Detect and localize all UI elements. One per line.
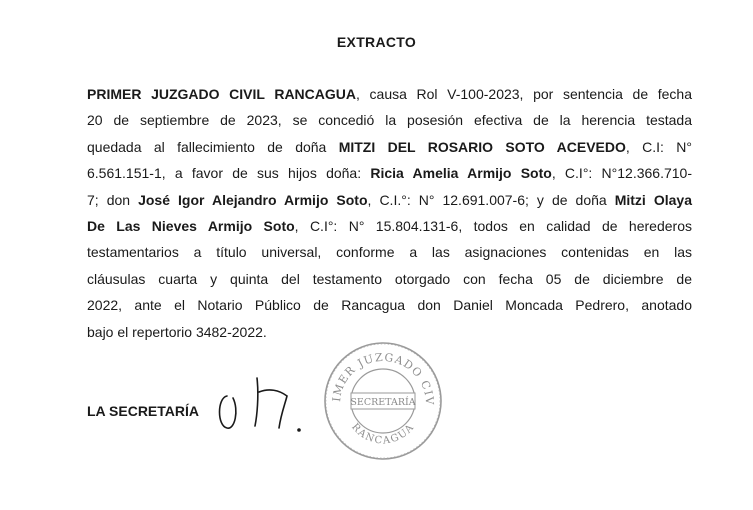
signatory-label: LA SECRETARÍA	[87, 403, 199, 419]
body-line-1: PRIMER JUZGADO CIVIL RANCAGUA, causa Rol V-100-2023, por sentencia de fecha	[87, 86, 692, 102]
seal-bottom-text: RANCAGUA	[349, 421, 417, 447]
body-line-6: De Las Nieves Armijo Soto, C.I°: N° 15.804.131-6, todos en calidad de herederos	[87, 218, 692, 235]
heir-name-3-part1: Mitzi Olaya	[614, 191, 692, 208]
body-line-7: testamentarios a título universal, conforme a las asignaciones contenidas en las	[87, 244, 692, 261]
signature-icon	[213, 368, 323, 438]
document-title: EXTRACTO	[336, 34, 417, 50]
body-line-10: bajo el repertorio 3482-2022.	[87, 323, 267, 340]
heir-name-1: Ricia Amelia Armijo Soto	[370, 165, 552, 182]
body-line-3: quedada al fallecimiento de doña MITZI DEL ROSARIO SOTO ACEVEDO, C.I: N°	[87, 138, 692, 155]
heir-name-2: José Igor Alejandro Armijo Soto	[138, 191, 368, 208]
body-line-5: 7; don José Igor Alejandro Armijo Soto, C.I.°: N° 12.691.007-6; y de doña Mitzi Olaya	[87, 191, 692, 208]
deceased-name: MITZI DEL ROSARIO SOTO ACEVEDO	[338, 138, 626, 155]
body-line-8: cláusulas cuarta y quinta del testamento otorgado con fecha 05 de diciembre de	[87, 270, 692, 287]
court-seal	[322, 340, 444, 467]
heir-name-3-part2: De Las Nieves Armijo Soto	[87, 218, 295, 235]
body-line-9: 2022, ante el Notario Público de Rancagua don Daniel Moncada Pedrero, anotado	[87, 297, 692, 314]
seal-center-text: SECRETARÍA	[350, 397, 416, 408]
court-name: PRIMER JUZGADO CIVIL RANCAGUA	[87, 86, 356, 102]
body-line-4: 6.561.151-1, a favor de sus hijos doña: Ricia Amelia Armijo Soto, C.I°: N°12.366.710-	[87, 165, 692, 182]
svg-text:RANCAGUA	[349, 422, 417, 447]
handwritten-signature	[213, 368, 323, 443]
body-line-2: 20 de septiembre de 2023, se concedió la posesión efectiva de la herencia testada	[87, 112, 692, 129]
document-body	[87, 81, 692, 345]
seal-stamp-icon	[322, 340, 444, 462]
seal-ring-text: IMER JUZGADO CIV	[330, 350, 437, 407]
